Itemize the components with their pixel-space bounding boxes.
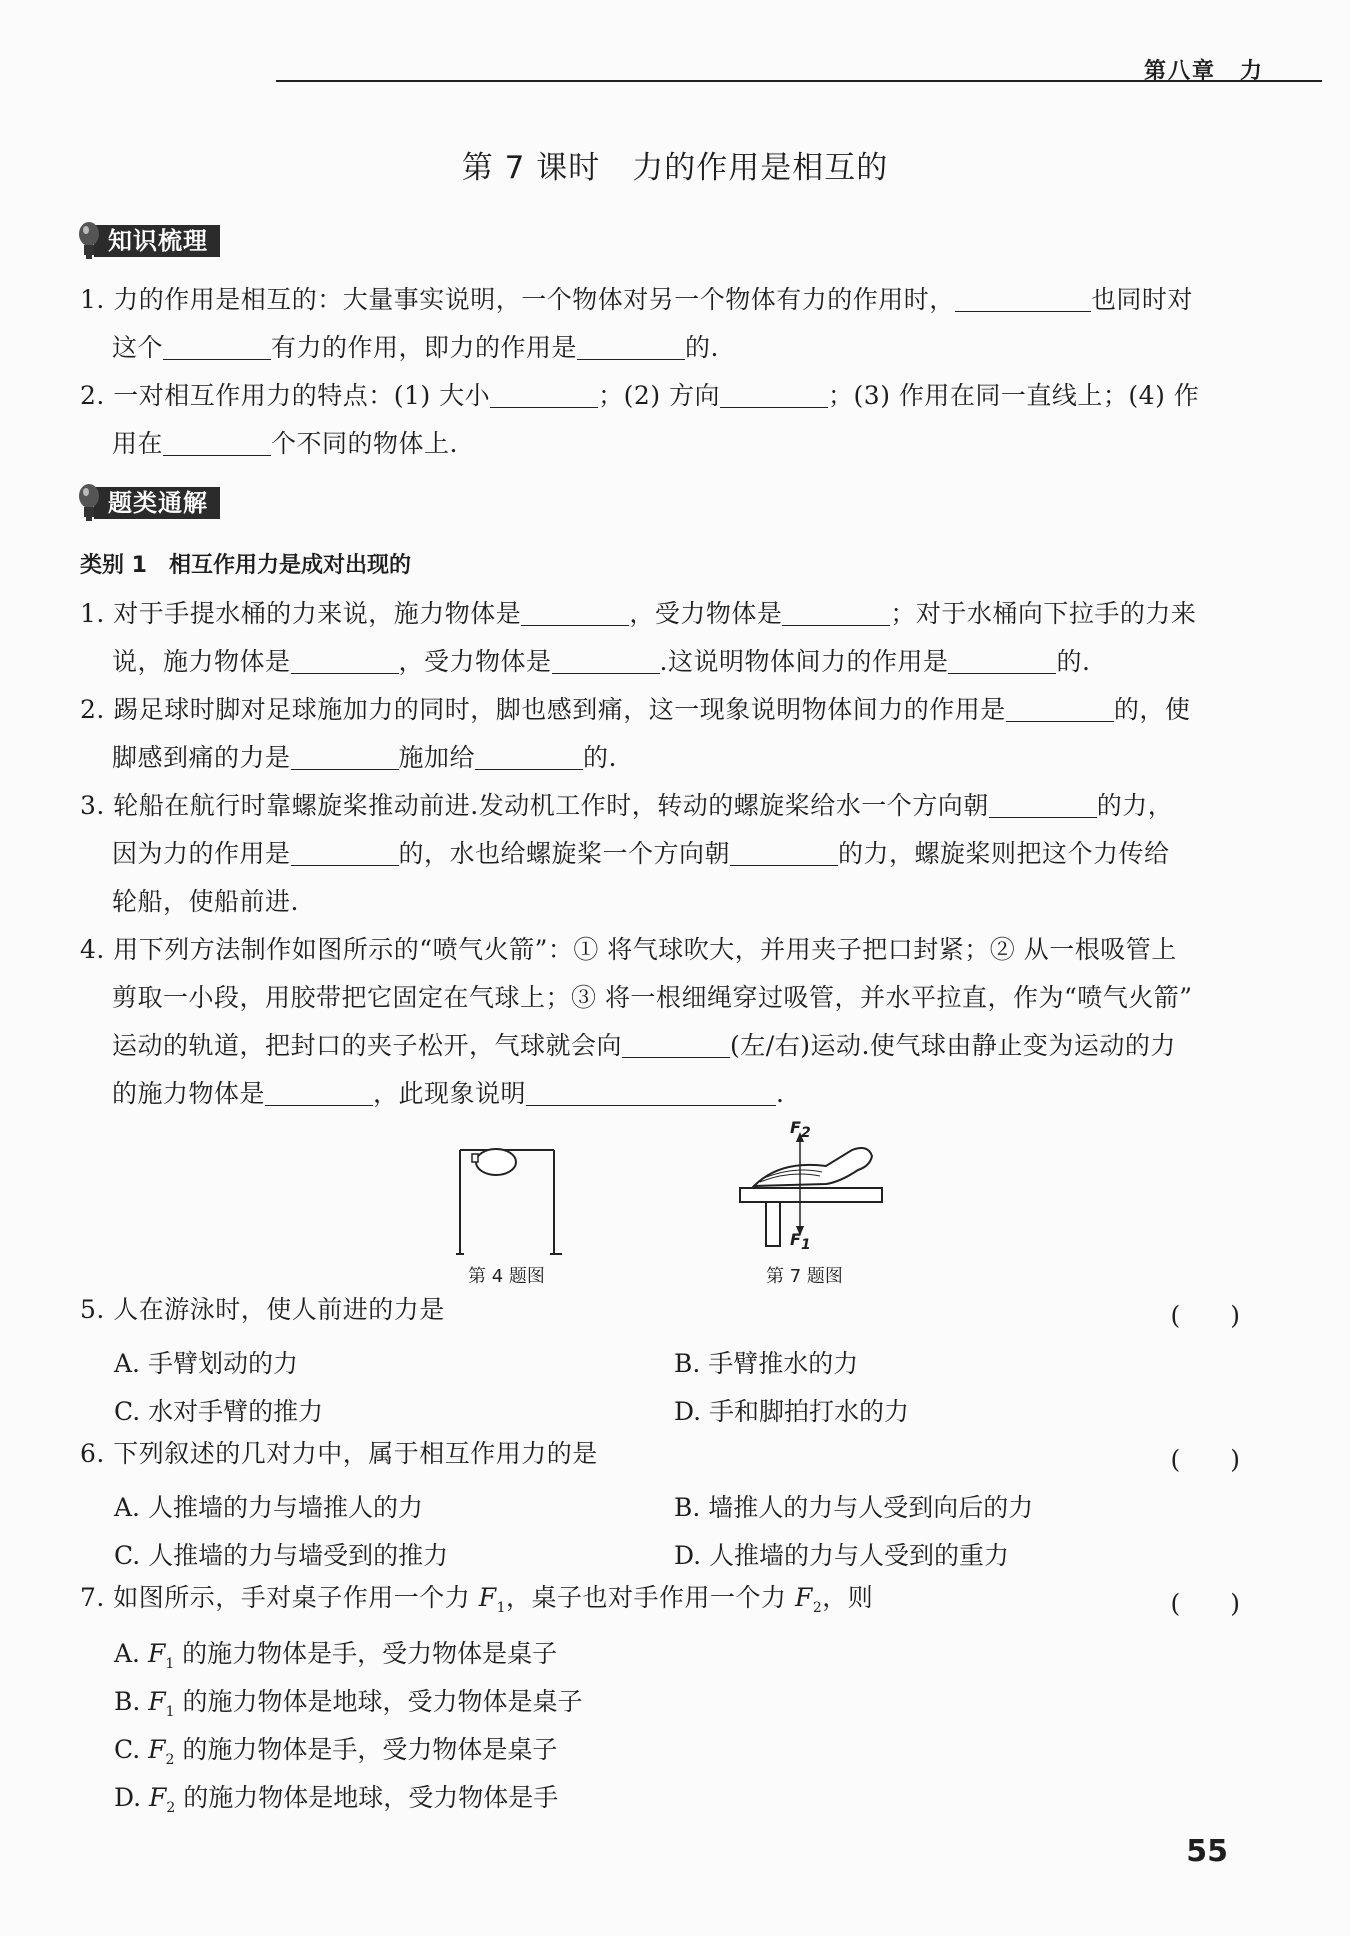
knowledge-line-1 [80, 276, 1193, 324]
text: 有力的作用，即力的作用是 [271, 333, 578, 362]
answer-blank[interactable] [526, 1077, 776, 1106]
knowledge-line-3 [80, 372, 1199, 420]
text: ，桌子也对手作用一个力 [506, 1583, 795, 1612]
answer-blank[interactable] [521, 597, 629, 626]
figure-7-caption: 第 7 题图 [766, 1266, 843, 1287]
text: ；(3) 作用在同一直线上；(4) 作 [828, 381, 1200, 410]
question-7-stem [80, 1574, 873, 1632]
text: 的施力物体是手，受力物体是桌子 [174, 1735, 558, 1764]
question-4-line-4 [112, 1070, 784, 1118]
text: C. [114, 1735, 149, 1764]
hand-shape [754, 1148, 872, 1186]
lightbulb-icon [78, 221, 100, 261]
section-title-knowledge: 知识梳理 [94, 225, 220, 257]
question-1-line-2 [112, 638, 1090, 686]
text: D. [114, 1783, 150, 1812]
text: (左/右)运动.使气球由静止变为运动的力 [730, 1031, 1176, 1060]
text: 1 [496, 1600, 507, 1616]
text: 1. 力的作用是相互的：大量事实说明，一个物体对另一个物体有力的作用时， [80, 285, 955, 314]
answer-blank[interactable] [948, 645, 1056, 674]
table-leg [766, 1202, 780, 1246]
balloon-shape [476, 1149, 516, 1175]
text: 的施力物体是地球，受力物体是手 [175, 1783, 559, 1812]
text: ；(2) 方向 [598, 381, 721, 410]
text: 2 [166, 1800, 176, 1816]
answer-blank[interactable] [782, 597, 890, 626]
option-7a[interactable] [114, 1634, 557, 1672]
text: 2 [800, 1125, 811, 1142]
text: 2 [812, 1600, 823, 1616]
section-title-types: 题类通解 [94, 487, 220, 519]
text: F [148, 1687, 166, 1716]
answer-blank[interactable] [291, 645, 399, 674]
chapter-header: 第八章 力 [1143, 59, 1264, 84]
text: 1 [800, 1237, 811, 1254]
answer-blank[interactable] [720, 379, 828, 408]
header-rule [276, 80, 1322, 82]
text: F [148, 1735, 166, 1764]
answer-paren[interactable]: ( ) [1170, 1301, 1240, 1330]
question-3-line-1 [80, 782, 1173, 830]
option-5c[interactable]: C. 水对手臂的推力 [114, 1397, 324, 1426]
text: 的. [583, 743, 617, 772]
option-6a[interactable]: A. 人推墙的力与墙推人的力 [114, 1493, 423, 1522]
text: 的力， [1096, 791, 1174, 820]
force-label-f1 [790, 1230, 811, 1253]
option-6d[interactable]: D. 人推墙的力与人受到的重力 [674, 1541, 1010, 1570]
answer-blank[interactable] [265, 1077, 373, 1106]
text: 施加给 [398, 743, 476, 772]
text: 说，施力物体是 [112, 647, 291, 676]
option-5b[interactable]: B. 手臂推水的力 [674, 1349, 859, 1378]
lightbulb-icon [78, 483, 100, 523]
text: F [149, 1783, 167, 1812]
page-title: 第 7 课时 力的作用是相互的 [461, 150, 889, 186]
text: 3. 轮船在航行时靠螺旋桨推动前进.发动机工作时，转动的螺旋桨给水一个方向朝 [80, 791, 989, 820]
section-badge-knowledge [78, 224, 220, 258]
text: 也同时对 [1090, 285, 1193, 314]
text: .这说明物体间力的作用是 [659, 647, 949, 676]
text: ；对于水桶向下拉手的力来 [890, 599, 1197, 628]
option-6c[interactable]: C. 人推墙的力与墙受到的推力 [114, 1541, 449, 1570]
option-7b[interactable] [114, 1682, 583, 1720]
question-4-line-1 [80, 926, 1177, 974]
text: 1. 对于手提水桶的力来说，施力物体是 [80, 599, 522, 628]
question-4-line-2 [112, 974, 1193, 1022]
option-5a[interactable]: A. 手臂划动的力 [114, 1349, 298, 1378]
text: 7. 如图所示，手对桌子作用一个力 [80, 1583, 479, 1612]
text: 1 [165, 1704, 175, 1720]
text: 2. 踢足球时脚对足球施加力的同时，脚也感到痛，这一现象说明物体间力的作用是 [80, 695, 1006, 724]
text: 的施力物体是地球，受力物体是桌子 [174, 1687, 583, 1716]
text: . [776, 1079, 785, 1108]
text: 的，水也给螺旋桨一个方向朝 [398, 839, 731, 868]
page-number: 55 [1186, 1834, 1228, 1869]
figure-4-caption: 第 4 题图 [468, 1266, 545, 1287]
text: 2 [165, 1752, 175, 1768]
option-7c[interactable] [114, 1730, 557, 1768]
text: 这个 [112, 333, 164, 362]
text: B. [114, 1687, 149, 1716]
answer-blank[interactable] [622, 1029, 730, 1058]
question-2-line-2 [112, 734, 617, 782]
answer-blank[interactable] [291, 837, 399, 866]
section-badge-types [78, 486, 220, 520]
figure-4-balloon-rocket [450, 1140, 570, 1258]
text: 因为力的作用是 [112, 839, 291, 868]
question-6-stem: 6. 下列叙述的几对力中，属于相互作用力的是 [80, 1439, 598, 1468]
answer-blank[interactable] [552, 645, 660, 674]
text: 1 [165, 1656, 175, 1672]
text: ，则 [822, 1583, 874, 1612]
text: F [794, 1583, 813, 1612]
question-1-line-1 [80, 590, 1196, 638]
option-6b[interactable]: B. 墙推人的力与人受到向后的力 [674, 1493, 1034, 1522]
text: F [147, 1639, 166, 1668]
text: 的. [685, 333, 719, 362]
text: 的施力物体是 [112, 1079, 266, 1108]
text: 轮船，使船前进. [112, 887, 299, 916]
answer-paren[interactable]: ( ) [1170, 1589, 1240, 1618]
answer-blank[interactable] [291, 741, 399, 770]
option-5d[interactable]: D. 手和脚拍打水的力 [674, 1397, 910, 1426]
answer-paren[interactable]: ( ) [1170, 1445, 1240, 1474]
text: 个不同的物体上. [271, 429, 458, 458]
text: F [478, 1583, 497, 1612]
text: F [790, 1118, 801, 1137]
answer-blank[interactable] [577, 331, 685, 360]
text: ，受力物体是 [629, 599, 783, 628]
answer-blank[interactable] [1006, 693, 1114, 722]
answer-blank[interactable] [475, 741, 583, 770]
text: 用在 [112, 429, 164, 458]
answer-blank[interactable] [490, 379, 598, 408]
question-2-line-1 [80, 686, 1190, 734]
text: 剪取一小段，用胶带把它固定在气球上；③ 将一根细绳穿过吸管，并水平拉直，作为“喷气火箭” [112, 983, 1193, 1012]
answer-blank[interactable] [730, 837, 838, 866]
question-4-line-3 [112, 1022, 1176, 1070]
text: 的. [1056, 647, 1091, 676]
text: 的力，螺旋桨则把这个力传给 [838, 839, 1170, 868]
text: 的，使 [1113, 695, 1191, 724]
text: ，此现象说明 [373, 1079, 527, 1108]
text: 的施力物体是手，受力物体是桌子 [174, 1639, 558, 1668]
answer-blank[interactable] [163, 427, 271, 456]
question-3-line-2 [112, 830, 1170, 878]
answer-blank[interactable] [955, 283, 1091, 312]
option-7d[interactable] [114, 1778, 558, 1816]
text: F [790, 1230, 801, 1249]
category-title: 类别 1 相互作用力是成对出现的 [80, 553, 411, 578]
knowledge-line-2 [112, 324, 719, 372]
text: A. [114, 1639, 148, 1668]
knowledge-line-4 [112, 420, 458, 468]
table-top [740, 1188, 882, 1202]
text: ，受力物体是 [398, 647, 552, 676]
text: 运动的轨道，把封口的夹子松开，气球就会向 [112, 1031, 623, 1060]
answer-blank[interactable] [163, 331, 271, 360]
force-label-f2 [790, 1118, 811, 1141]
question-3-line-3 [112, 878, 299, 926]
text: 脚感到痛的力是 [112, 743, 291, 772]
answer-blank[interactable] [989, 789, 1097, 818]
text: 4. 用下列方法制作如图所示的“喷气火箭”：① 将气球吹大，并用夹子把口封紧；② 从一根吸管上 [80, 935, 1177, 964]
question-5-stem: 5. 人在游泳时，使人前进的力是 [80, 1295, 445, 1324]
text: 2. 一对相互作用力的特点：(1) 大小 [80, 381, 491, 410]
